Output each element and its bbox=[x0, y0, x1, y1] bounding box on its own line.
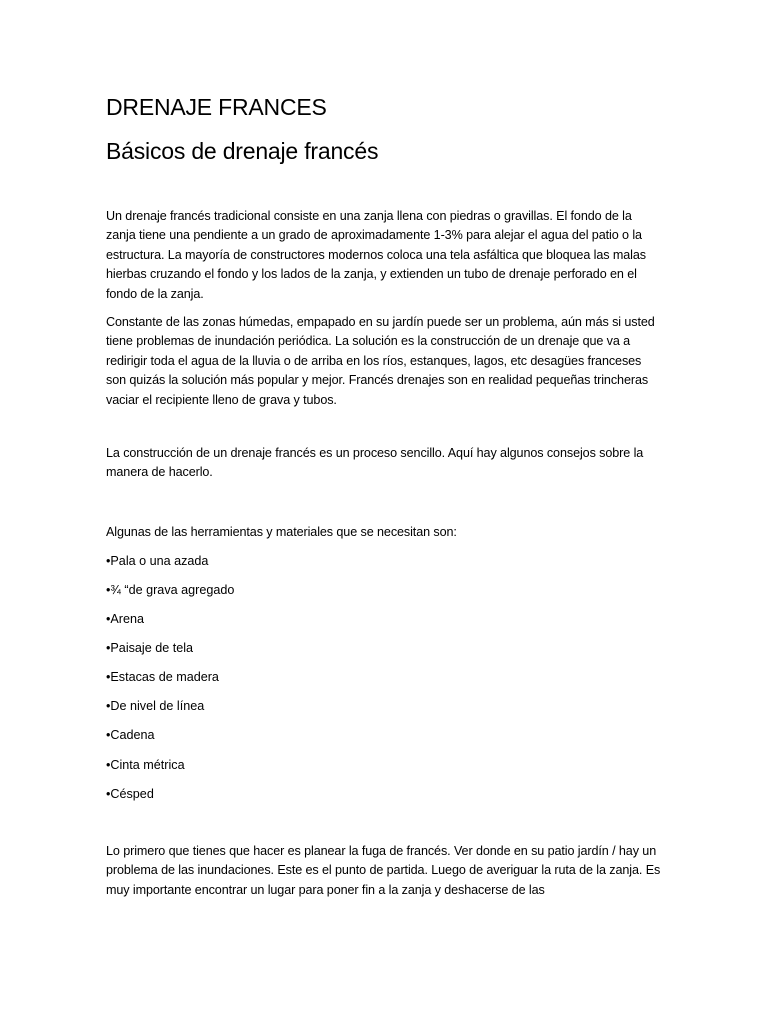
list-item: •Cadena bbox=[106, 728, 155, 742]
list-item: •De nivel de línea bbox=[106, 699, 205, 713]
list-item: •Arena bbox=[106, 612, 145, 626]
document-title: DRENAJE FRANCES bbox=[106, 94, 327, 120]
paragraph-intro: Un drenaje francés tradicional consiste en una zanja llena con piedras o gravillas. El fondo de la zanja tiene una pendiente a un grado de aproximadamente 1-3% para alejar el agua del patio o la estructura. La mayoría de constructores modernos coloca una tela asfáltica que bloquea las malas hierbas cruzando el fondo y los lados de la zanja, y extienden un tubo de drenaje perforado en el fondo de la zanja. bbox=[106, 209, 646, 301]
paragraph-construction: La construcción de un drenaje francés es un proceso sencillo. Aquí hay algunos consejos sobre la manera de hacerlo. bbox=[106, 446, 644, 480]
list-item: •¾ “de grava agregado bbox=[106, 583, 235, 597]
list-item: •Cinta métrica bbox=[106, 758, 185, 772]
list-item: •Pala o una azada bbox=[106, 554, 209, 568]
document-subtitle: Básicos de drenaje francés bbox=[106, 138, 379, 164]
paragraph-tools-intro: Algunas de las herramientas y materiales que se necesitan son: bbox=[106, 525, 457, 539]
list-item: •Estacas de madera bbox=[106, 670, 219, 684]
paragraph-planning: Lo primero que tienes que hacer es planear la fuga de francés. Ver donde en su patio jardín / hay un problema de las inundaciones. Este es el punto de partida. Luego de averiguar la ruta de la zanja. Es muy importante encontrar un lugar para poner fin a la zanja y deshacerse de las bbox=[106, 844, 661, 897]
paragraph-humid-zones: Constante de las zonas húmedas, empapado en su jardín puede ser un problema, aún más si usted tiene problemas de inundación periódica. La solución es la construcción de un drenaje que va a redirigir toda el agua de la lluvia o de arriba en los ríos, estanques, lagos, etc desagües franceses son quizás la solución más popular y mejor. Francés drenajes son en realidad pequeñas trincheras vaciar el recipiente lleno de grava y tubos. bbox=[106, 315, 655, 407]
list-item: •Paisaje de tela bbox=[106, 641, 194, 655]
list-item: •Césped bbox=[106, 787, 154, 801]
